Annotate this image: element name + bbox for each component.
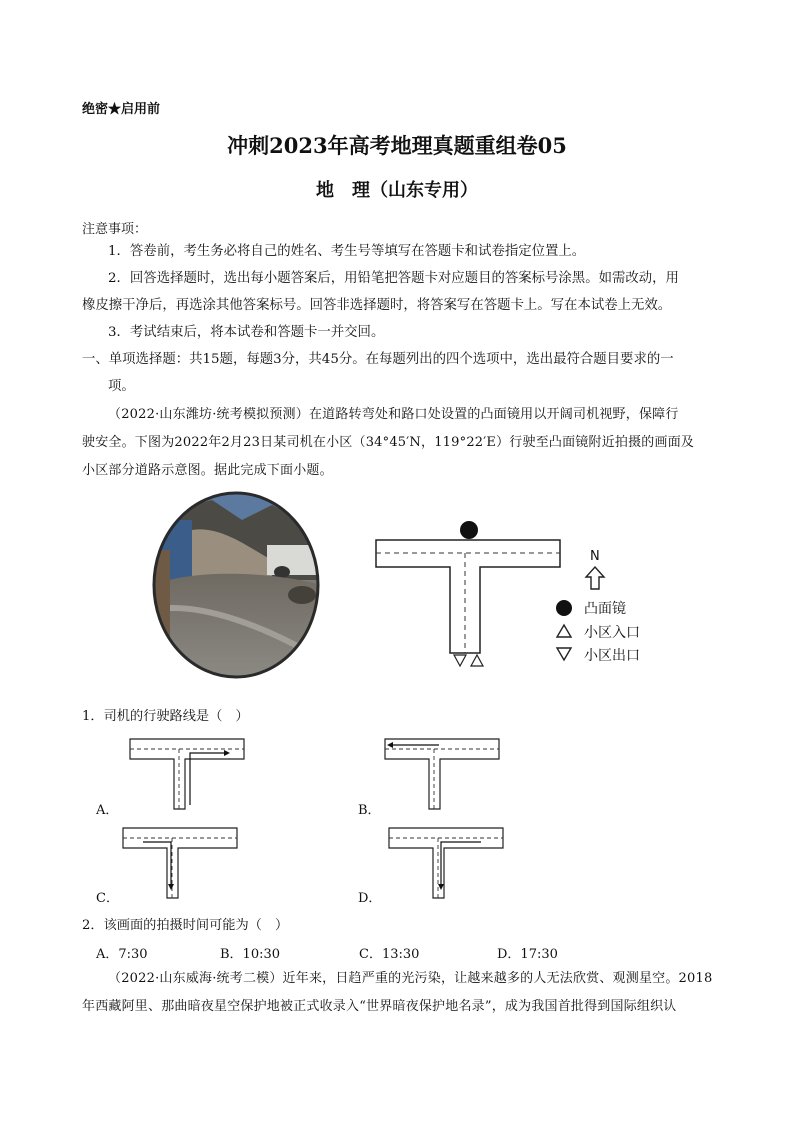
question-1-option-a: A． [96,803,119,818]
section-heading-line-2: 项。 [108,379,135,394]
exit-triangle-icon [555,645,573,663]
note-item-2-line-1: 2．回答选择题时，选出每小题答案后，用铅笔把答题卡对应题目的答案标号涂黑。如需改动，用 [108,271,679,286]
note-item-2-line-2: 橡皮擦干净后，再选涂其他答案标号。回答非选择题时，将答案写在答题卡上。写在本试卷上无效。 [82,298,672,313]
question-1-stem: 1．司机的行驶路线是（ ） [82,709,249,724]
exam-title: 冲刺2023年高考地理真题重组卷05 [227,133,567,158]
notes-heading: 注意事项： [82,222,148,237]
question-2-option-c: C．13:30 [359,947,420,962]
road-schematic-diagram [370,515,570,675]
north-arrow-icon [583,565,607,591]
question-1-option-d: D． [358,891,382,906]
legend-label-convex-mirror: 凸面镜 [584,601,626,617]
note-item-3: 3．考试结束后，将本试卷和答题卡一并交回。 [108,325,385,340]
question-1-option-c: C． [96,891,119,906]
note-item-1: 1．答卷前，考生务必将自己的姓名、考生号等填写在答题卡和试卷指定位置上。 [108,244,586,259]
convex-mirror-marker-icon [460,521,478,539]
legend-label-entrance: 小区入口 [584,625,640,641]
route-diagram-c [121,826,241,902]
passage-1-line-2: 驶安全。下图为2022年2月23日某司机在小区（34°45′N，119°22′E）行驶至凸面镜附近拍摄的画面及 [82,435,695,450]
question-2-option-a: A．7:30 [96,947,148,962]
question-1-option-b: B． [358,803,381,818]
route-diagram-a [128,737,248,813]
question-2-stem: 2．该画面的拍摄时间可能为（ ） [82,918,289,933]
legend-label-exit: 小区出口 [584,648,640,664]
convex-mirror-icon [553,597,575,619]
route-diagram-d [387,826,507,902]
entrance-marker-icon [471,655,483,666]
exam-subtitle: 地 理（山东专用） [316,180,478,201]
entrance-triangle-icon [555,622,573,640]
question-2-option-b: B．10:30 [220,947,281,962]
exit-marker-icon [454,655,466,666]
convex-mirror-photo [152,490,322,680]
section-heading-line-1: 一、单项选择题：共15题，每题3分，共45分。在每题列出的四个选项中，选出最符合题目要求的一 [82,352,674,367]
north-label: N [590,549,600,564]
route-diagram-b [383,737,503,813]
question-2-option-d: D．17:30 [497,947,558,962]
passage-1-line-1: （2022·山东潍坊·统考模拟预测）在道路转弯处和路口处设置的凸面镜用以开阔司机视野，保障行 [108,407,679,422]
confidential-label: 绝密★启用前 [82,102,161,117]
passage-1-line-3: 小区部分道路示意图。据此完成下面小题。 [82,463,333,478]
passage-2-line-2: 年西藏阿里、那曲暗夜星空保护地被正式收录入“世界暗夜保护地名录”，成为我国首批得到国际组织认 [82,999,677,1014]
passage-2-line-1: （2022·山东威海·统考二模）近年来，日趋严重的光污染，让越来越多的人无法欣赏、观测星空。2018 [108,971,713,986]
